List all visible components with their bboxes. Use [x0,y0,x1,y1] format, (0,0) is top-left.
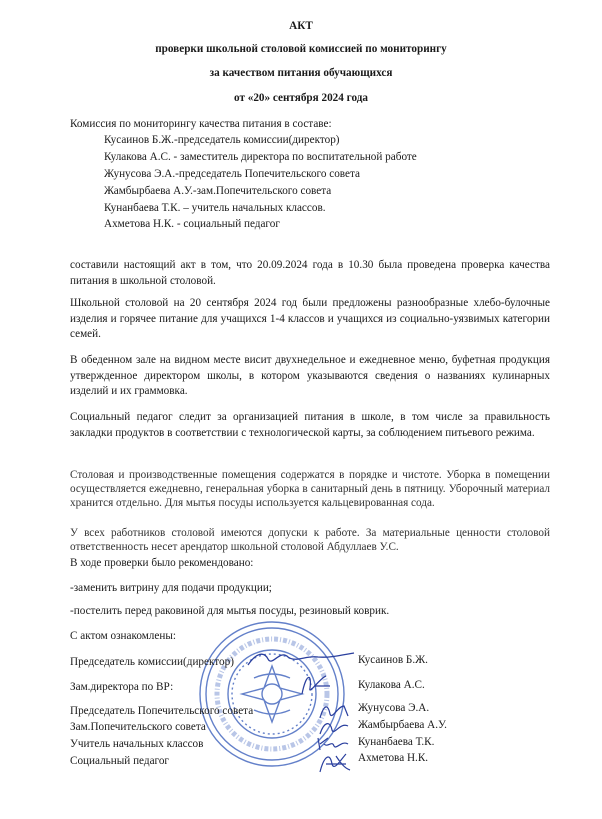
signature-name: Жунусова Э.А. [358,702,430,714]
signature-role: Социальный педагог [70,755,170,767]
document-subtitle-2: за качеством питания обучающихся [209,67,393,79]
commission-member: Кулакова А.С. - заместитель директора по воспитательной работе [104,151,417,163]
document-title: АКТ [289,20,313,32]
signature-social-pedagogue [316,750,356,776]
recommendation-item: -заменить витрину для подачи продукции; [70,582,272,594]
signature-role: Председатель Попечительского совета [70,705,254,717]
paragraph-3: В обеденном зале на видном месте висит двухнедельное и ежедневное меню, буфетная продукция утвержденное директором школы, в котором указываются сведения о названиях кулинарных изделий и их граммовка. [70,354,550,397]
commission-member: Кунанбаева Т.К. – учитель начальных классов. [104,202,326,214]
signature-name: Ахметова Н.К. [358,752,429,764]
document-date: от «20» сентября 2024 года [234,92,368,104]
signature-name: Жамбырбаева А.У. [358,719,447,731]
paragraph-1: составили настоящий акт в том, что 20.09.2024 года в 10.30 была проведена проверка качества питания в школьной столовой. [70,259,550,287]
signature-role: Зам.директора по ВР: [70,681,174,693]
signature-name: Кунанбаева Т.К. [358,736,435,748]
signature-deputy [296,668,336,700]
commission-intro: Комиссия по мониторингу качества питания в составе: [70,118,332,130]
paragraph-6: У всех работников столовой имеются допуски к работе. За материальные ценности столовой ответственность несет арендатор школьной столовой Абдуллаев У.С. [70,527,550,553]
paragraph-4: Социальный педагог следит за организацией питания в школе, в том числе за правильность закладки продуктов в соответствии с технологической карты, за соблюдением питьевого режима. [70,411,550,439]
acquainted-label: С актом ознакомлены: [70,630,176,642]
recommendation-item: -постелить перед раковиной для мытья посуды, резиновый коврик. [70,605,390,617]
commission-member: Ахметова Н.К. - социальный педагог [104,218,280,230]
signature-role: Учитель начальных классов [70,738,204,750]
signature-name: Кулакова А.С. [358,679,425,691]
document-subtitle: проверки школьной столовой комиссией по мониторингу [155,43,447,55]
commission-member: Кусаинов Б.Ж.-председатель комиссии(директор) [104,134,340,146]
recommendations-intro: В ходе проверки было рекомендовано: [70,557,254,569]
signature-name: Кусаинов Б.Ж. [358,654,428,666]
signature-role: Председатель комиссии(директор) [70,656,234,668]
commission-member: Жамбырбаева А.У.-зам.Попечительского совета [104,185,332,197]
paragraph-5: Столовая и производственные помещения содержатся в порядке и чистоте. Уборка в помещении осуществляется ежедневно, генеральная уборка в санитарный день в пятницу. Уборочный материал хранится отдельно. Для мытья посуды используется кальцевированная сода. [70,469,550,509]
commission-member: Жунусова Э.А.-председатель Попечительского совета [104,168,360,180]
signature-role: Зам.Попечительского совета [70,721,206,733]
paragraph-2: Школьной столовой на 20 сентября 2024 год были предложены разнообразные хлебо-булочные изделия и горячее питание для учащихся 1-4 классов и учащихся из социально-уязвимых категории семей. [70,297,550,340]
